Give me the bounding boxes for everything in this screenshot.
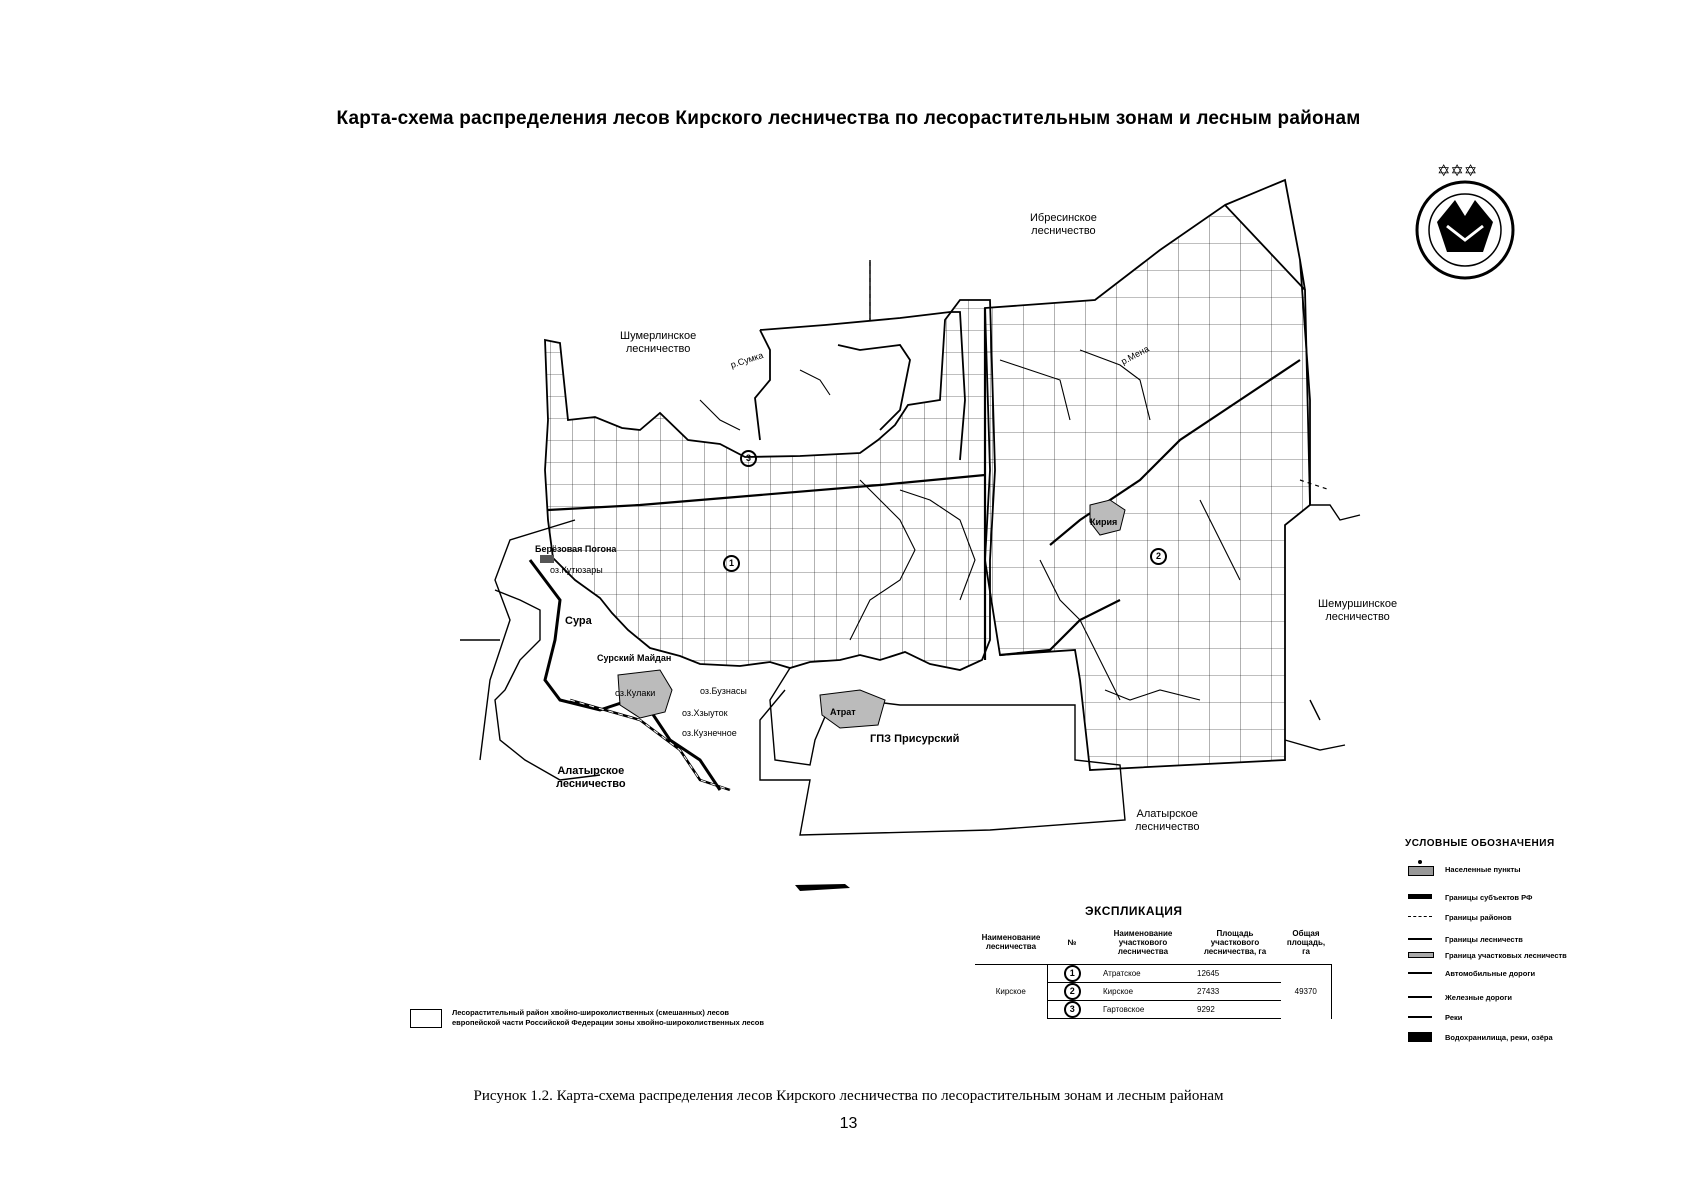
legend-item-river: Реки	[1405, 1010, 1462, 1024]
forest-quarters-east	[985, 205, 1310, 770]
label-lake-kutsy: оз.Кутюзары	[550, 565, 603, 575]
forestry-name-cell: Кирское	[995, 987, 1026, 997]
zone-swatch	[410, 1009, 442, 1028]
header-total-area: Общая площадь, га	[1286, 928, 1326, 956]
district-marker-1[interactable]: 1	[723, 553, 740, 572]
local-forestry-border-icon	[1405, 948, 1435, 962]
figure-caption: Рисунок 1.2. Карта-схема распределения лесов Кирского лесничества по лесорастительным зонам и лесным районам	[473, 1088, 1224, 1104]
place-atrat: Атрат	[830, 707, 856, 717]
row-name: Кирское	[1097, 983, 1189, 1001]
label-shumerlinskoe: Шумерлинское лесничество	[620, 330, 697, 355]
legend-item-railway: Железные дороги	[1405, 990, 1512, 1004]
label-river-sumka: р.Сумка	[729, 350, 765, 370]
river-icon	[1405, 1010, 1435, 1024]
row-num: 3	[1047, 1001, 1097, 1019]
row-num: 2	[1047, 983, 1097, 1001]
place-beryozovaya-pogona: Берёзовая Погона	[535, 544, 617, 554]
row-area: 12645	[1189, 965, 1281, 983]
legend-item-settlement: Населенные пункты	[1405, 862, 1521, 876]
legend-item-forestry-border: Границы лесничеств	[1405, 932, 1523, 946]
district-marker-2[interactable]: 2	[1150, 546, 1167, 565]
water-body-icon	[1405, 1030, 1435, 1044]
label-lake-uzhurtsy: оз.Хзыуток	[682, 708, 728, 718]
explication-table	[975, 920, 1332, 1019]
zone-legend-text: Лесорастительный район хвойно-широколиственных (смешанных) лесов европейской части Российской Федерации зоны хвойно-широколиственных лесов	[452, 1008, 764, 1027]
total-area-cell: 49370	[1281, 965, 1331, 1019]
label-alatyrskoe-south: Алатырское лесничество	[1135, 808, 1200, 833]
chuvashia-emblem-icon	[1417, 161, 1513, 278]
row-area: 27433	[1189, 983, 1281, 1001]
row-name: Гартовское	[1097, 1001, 1189, 1019]
place-surskiy-maidan: Сурский Майдан	[597, 653, 672, 663]
page-title: Карта-схема распределения лесов Кирского лесничества по лесорастительным зонам и лесным районам	[336, 108, 1361, 129]
legend-item-district-border: Границы районов	[1405, 910, 1512, 924]
row-num: 1	[1047, 965, 1097, 983]
place-kirya: Кирия	[1090, 517, 1118, 527]
label-alatyrskoe-west: Алатырское лесничество	[556, 765, 626, 790]
table-row	[975, 965, 1331, 983]
label-river-mena: р.Мена	[1119, 343, 1151, 367]
label-lake-kulaki: оз.Кулаки	[615, 688, 656, 698]
label-river-sura: Сура	[565, 615, 592, 627]
legend-title: УСЛОВНЫЕ ОБОЗНАЧЕНИЯ	[1405, 838, 1555, 849]
legend-item-subject-border: Границы субъектов РФ	[1405, 890, 1532, 904]
legend-item-local-forestry-border: Граница участковых лесничеств	[1405, 948, 1567, 962]
label-shemurshinskoe: Шемуршинское лесничество	[1318, 598, 1398, 623]
header-local-area: Площадь участкового лесничества, га	[1203, 928, 1267, 956]
subject-border-icon	[1405, 890, 1435, 904]
svg-text:✡✡✡: ✡✡✡	[1437, 161, 1478, 180]
gpz-boundary	[760, 668, 1125, 835]
page-number: 13	[839, 1115, 858, 1132]
label-lake-buzhasy: оз.Бузнасы	[700, 686, 747, 696]
water-mark	[795, 884, 850, 891]
label-ibresinskoe: Ибресинское лесничество	[1030, 212, 1097, 237]
legend-item-water-body: Водохранилища, реки, озёра	[1405, 1030, 1553, 1044]
place-gpz: ГПЗ Присурский	[870, 733, 960, 745]
header-forestry-name: Наименование лесничества	[981, 933, 1041, 951]
railway-icon	[1405, 990, 1435, 1004]
explication-title: ЭКСПЛИКАЦИЯ	[1085, 904, 1183, 918]
header-local-name: Наименование участкового лесничества	[1113, 928, 1173, 956]
forestry-border-icon	[1405, 932, 1435, 946]
header-num: №	[1067, 937, 1077, 947]
settlement-icon	[1405, 862, 1435, 876]
zone-legend	[410, 1008, 764, 1028]
row-name: Атратское	[1097, 965, 1189, 983]
label-lake-kuzhnoe: оз.Кузнечное	[682, 728, 737, 738]
row-area: 9292	[1189, 1001, 1281, 1019]
legend-item-road: Автомобильные дороги	[1405, 966, 1535, 980]
road-icon	[1405, 966, 1435, 980]
district-border-icon	[1405, 910, 1435, 924]
district-marker-3[interactable]: 3	[740, 448, 757, 467]
